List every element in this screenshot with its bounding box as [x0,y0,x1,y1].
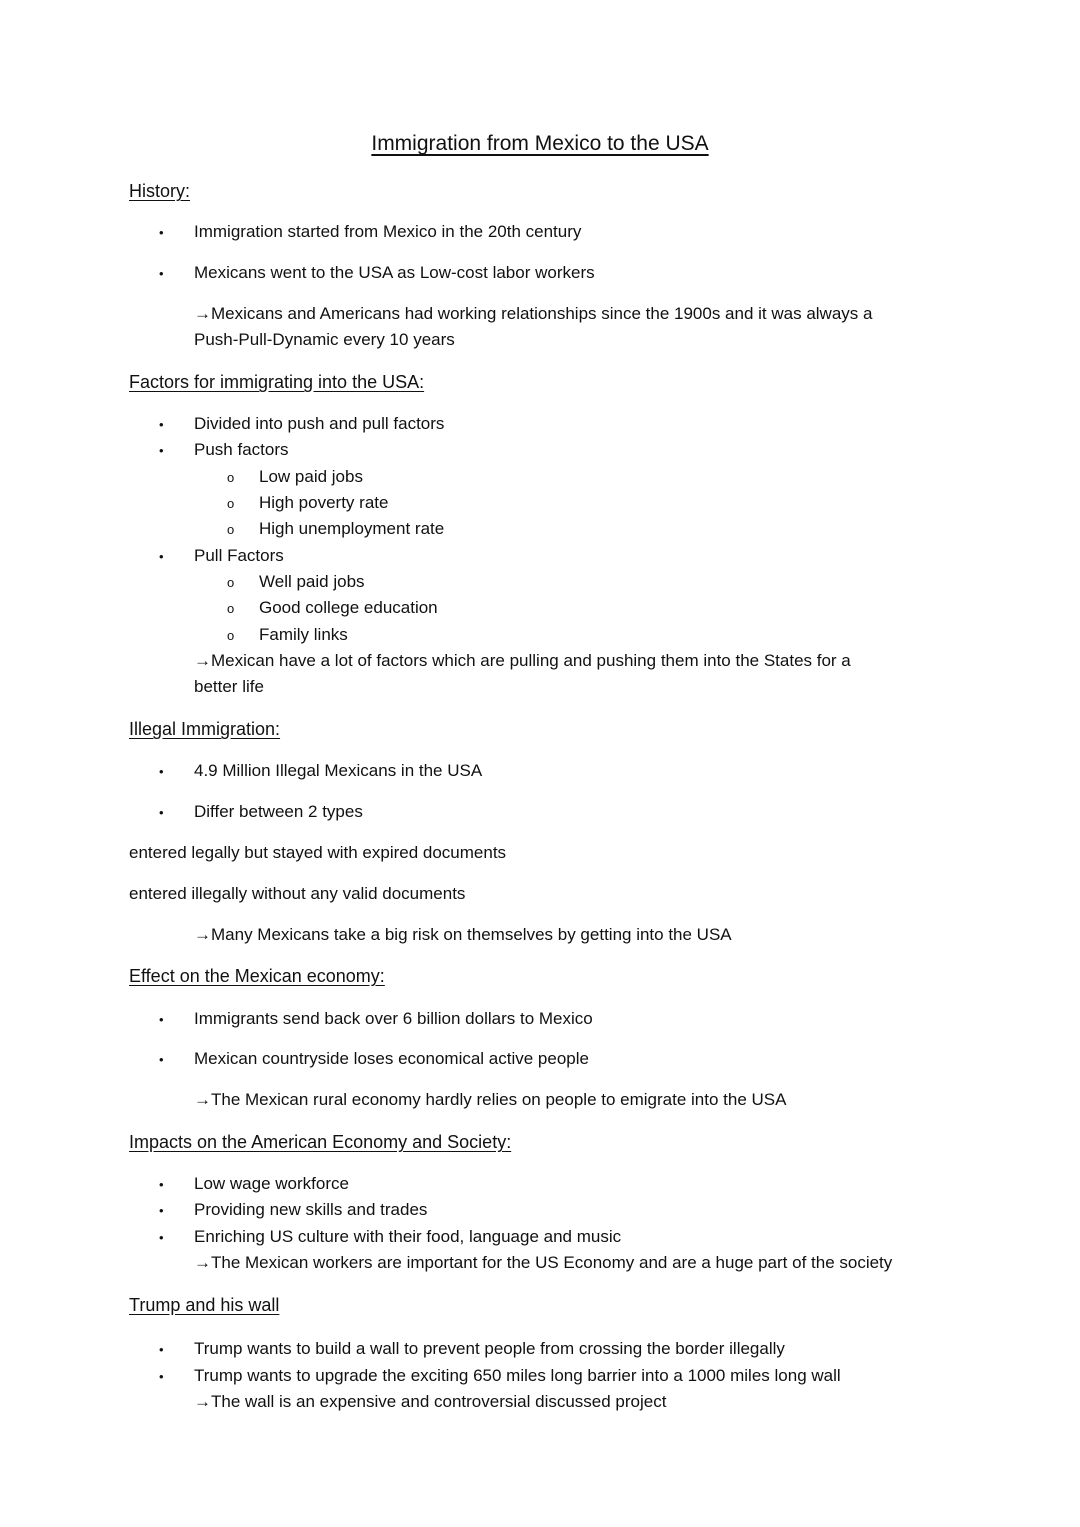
history-heading: History: [129,181,191,201]
bullet-icon: • [159,417,164,432]
factors-heading: Factors for immigrating into the USA: [129,372,425,392]
history-item-2: Mexicans went to the USA as Low-cost labor workers [194,263,595,282]
bullet-icon: • [159,1230,164,1245]
illegal-heading: Illegal Immigration: [129,719,281,739]
sub-bullet-icon: o [227,601,235,616]
bullet-icon: • [159,549,164,564]
trump-heading: Trump and his wall [129,1295,280,1315]
illegal-item-2: Differ between 2 types [194,802,363,821]
pull-factor-2: Good college education [259,598,438,617]
factors-item-2: Push factors [194,440,289,459]
economy-note: →The Mexican rural economy hardly relies on people to emigrate into the USA [194,1090,787,1109]
trump-item-2: Trump wants to upgrade the exciting 650 miles long barrier into a 1000 miles long wall [194,1366,841,1385]
pull-factor-1: Well paid jobs [259,572,365,591]
sub-bullet-icon: o [227,628,235,643]
bullet-icon: • [159,443,164,458]
impacts-item-1: Low wage workforce [194,1174,349,1193]
bullet-icon: • [159,1369,164,1384]
factors-item-1: Divided into push and pull factors [194,414,445,433]
bullet-icon: • [159,1052,164,1067]
sub-bullet-icon: o [227,496,235,511]
impacts-item-3: Enriching US culture with their food, language and music [194,1227,622,1246]
economy-item-2: Mexican countryside loses economical active people [194,1049,589,1068]
economy-heading: Effect on the Mexican economy: [129,966,385,986]
trump-item-1: Trump wants to build a wall to prevent people from crossing the border illegally [194,1339,785,1358]
factors-item-3: Pull Factors [194,546,284,565]
bullet-icon: • [159,805,164,820]
illegal-type-2: entered illegally without any valid documents [129,884,466,903]
trump-note: →The wall is an expensive and controversial discussed project [194,1392,667,1411]
sub-bullet-icon: o [227,470,235,485]
illegal-item-1: 4.9 Million Illegal Mexicans in the USA [194,761,483,780]
bullet-icon: • [159,225,164,240]
impacts-note: →The Mexican workers are important for the US Economy and are a huge part of the society [194,1253,893,1272]
bullet-icon: • [159,1012,164,1027]
history-item-1: Immigration started from Mexico in the 20th century [194,222,582,241]
history-note-line-2: Push-Pull-Dynamic every 10 years [194,330,455,349]
push-factor-3: High unemployment rate [259,519,445,538]
impacts-item-2: Providing new skills and trades [194,1200,428,1219]
factors-note-line-2: better life [194,677,264,696]
sub-bullet-icon: o [227,522,235,537]
bullet-icon: • [159,1177,164,1192]
factors-note-line-1: →Mexican have a lot of factors which are pulling and pushing them into the States for a [194,651,851,670]
bullet-icon: • [159,764,164,779]
bullet-icon: • [159,1342,164,1357]
bullet-icon: • [159,1203,164,1218]
illegal-note: →Many Mexicans take a big risk on themselves by getting into the USA [194,925,732,944]
bullet-icon: • [159,266,164,281]
sub-bullet-icon: o [227,575,235,590]
push-factor-1: Low paid jobs [259,467,363,486]
push-factor-2: High poverty rate [259,493,389,512]
page-title: Immigration from Mexico to the USA [371,132,709,155]
economy-item-1: Immigrants send back over 6 billion dollars to Mexico [194,1009,593,1028]
history-note-line-1: →Mexicans and Americans had working relationships since the 1900s and it was always a [194,304,873,323]
impacts-heading: Impacts on the American Economy and Society: [129,1132,512,1152]
illegal-type-1: entered legally but stayed with expired documents [129,843,507,862]
pull-factor-3: Family links [259,625,348,644]
